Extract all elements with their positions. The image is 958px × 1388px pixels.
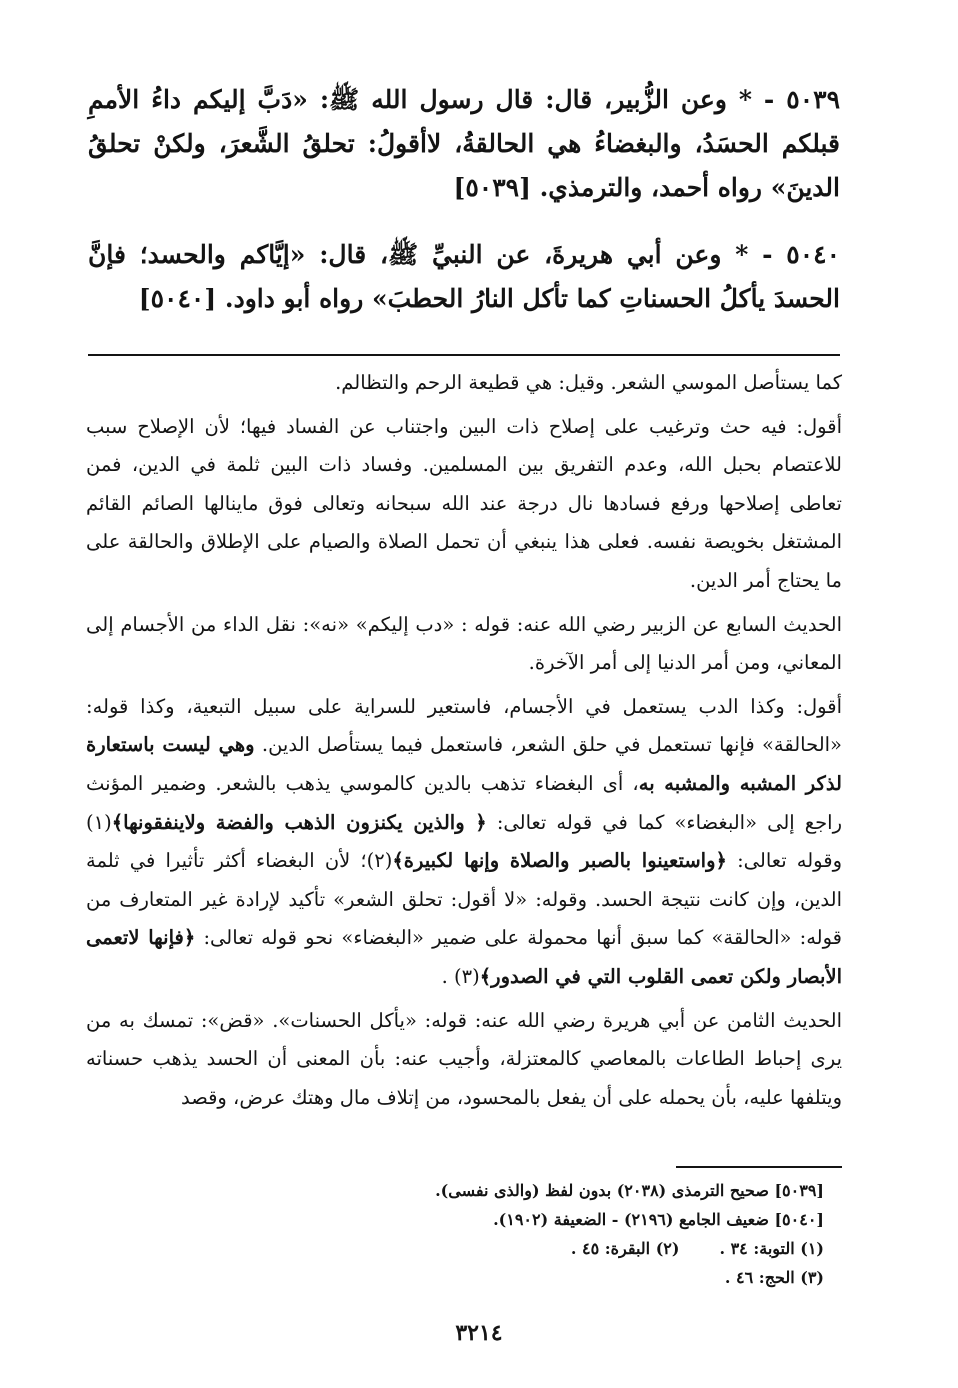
footnote-2: (٢) البقرة: ٤٥ .	[570, 1239, 680, 1258]
note-5040: [٥٠٤٠] ضعيف الجامع (٢١٩٦) - الضعيفة (١٩٠٢).	[493, 1210, 824, 1229]
quran-verse: ﴿واستعينوا بالصبر والصلاة وإنها لكبيرة﴾	[392, 849, 727, 873]
hadith-5039-text: ٥٠٣٩ - * وعن الزُّبير، قال: قال رسول الله ﷺ: «دَبَّ إليكم داءُ الأممِ قبلكم الحسَدُ، والبغضاءُ هي الحالقةُ، لاأقولُ: تحلقُ الشَّعرَ، ولكنْ تحلقُ الدينَ» رواه أحمد، والترمذي. [٥٠٣٩]	[88, 85, 840, 202]
commentary-text: (٢)؛ لأن البغضاء أكثر تأثيرا في ثلمة الدين، وإن كانت نتيجة الحسد. وقوله: «لا أقول: تحلق الشعر» تأكيد لإرادة غير المتعارف من قوله: «الحالقة» كما سبق أنها محمولة على ضمير «البغضاء» نحو قوله تعالى:	[86, 849, 842, 950]
footnote-row	[300, 1234, 824, 1263]
note-5039: [٥٠٣٩] صحيح الترمذى (٢٠٣٨) بدون لفظ (والذى نفسى).	[435, 1181, 824, 1200]
commentary	[86, 364, 842, 1122]
commentary-paragraph-5: الحديث الثامن عن أبي هريرة رضي الله عنه: قوله: «يأكل الحسنات». «قض»: تمسك به من يرى إحباط الطاعات بالمعاصي كالمعتزلة، وأجيب عنه: بأن المعنى أن الحسد يذهب حسناته ويتلفها عليه، بأن يحمله على أن يفعل بالمحسود، من إتلاف مال وهتك عرض، وقصد	[86, 1008, 842, 1109]
footnote-ref: (١) وقوله تعالى:	[86, 810, 842, 873]
commentary-bold-text: وهي ليست باستعارة لذكر المشبه والمشبه به	[86, 733, 842, 795]
quran-verse: ﴿ والذين يكنزون الذهب والفضة ولاينفقونها﴾	[111, 810, 487, 834]
page-number: ٣٢١٤	[455, 1320, 503, 1346]
commentary-text: أقول: وكذا الدب يستعمل في الأجسام، فاستعير للسراية على سبيل التبعية، وكذا قوله: «الحالقة» فإنها تستعمل في حلق الشعر، فاستعمل فيما يستأصل الدين.	[86, 694, 842, 757]
commentary-paragraph-2: أقول: فيه حث وترغيب على إصلاح ذات البين واجتناب عن الفساد فيها؛ لأن الإصلاح سبب للاعتصام بحبل الله، وعدم التفريق بين المسلمين. وفساد ذات البين ثلمة في الدين، فمن تعاطى إصلاحها ورفع فسادها نال درجة عند الله سبحانه وتعالى فوق ماينالها الصائم القائم المشتغل بخويصة نفسه. فعلى هذا ينبغي أن تحمل الصلاة والصيام على الإطلاق والحالقة على ما يحتاج أمر الدين.	[86, 414, 842, 592]
commentary-text: ، أى البغضاء تذهب بالدين كالموسي يذهب بالشعر. وضمير المؤنث راجع إلى «البغضاء» كما في قوله تعالى:	[86, 771, 843, 834]
section-divider	[88, 354, 840, 356]
footnote-3: (٣) الحج: ٤٦ .	[724, 1268, 824, 1287]
footnote-ref: (٣) .	[441, 964, 480, 988]
commentary-paragraph-3: الحديث السابع عن الزبير رضي الله عنه: قوله : «دب إليكم» «نه»: نقل الداء من الأجسام إلى المعاني، ومن أمر الدنيا إلى أمر الآخرة.	[86, 612, 842, 675]
hadith-5040-text: ٥٠٤٠ - * وعن أبي هريرةَ، عن النبيِّ ﷺ، قال: «إيَّاكم والحسد؛ فإنَّ الحسدَ يأكلُ الحسناتِ كما تأكل النارُ الحطبَ» رواه أبو داود. [٥٠٤٠]	[88, 240, 840, 313]
hadith-5040	[88, 233, 840, 321]
commentary-paragraph-1: كما يستأصل الموسي الشعر. وقيل: هي قطيعة الرحم والتظالم.	[335, 371, 842, 394]
footnotes	[300, 1176, 824, 1292]
footnote-divider	[676, 1166, 842, 1168]
footnote-1: (١) التوبة: ٣٤ .	[719, 1239, 824, 1258]
hadith-5039	[88, 78, 840, 210]
quran-verse: ﴿فإنها لاتعمى الأبصار ولكن تعمى القلوب التي في الصدور﴾	[86, 926, 842, 988]
commentary-paragraph-4	[86, 688, 842, 997]
